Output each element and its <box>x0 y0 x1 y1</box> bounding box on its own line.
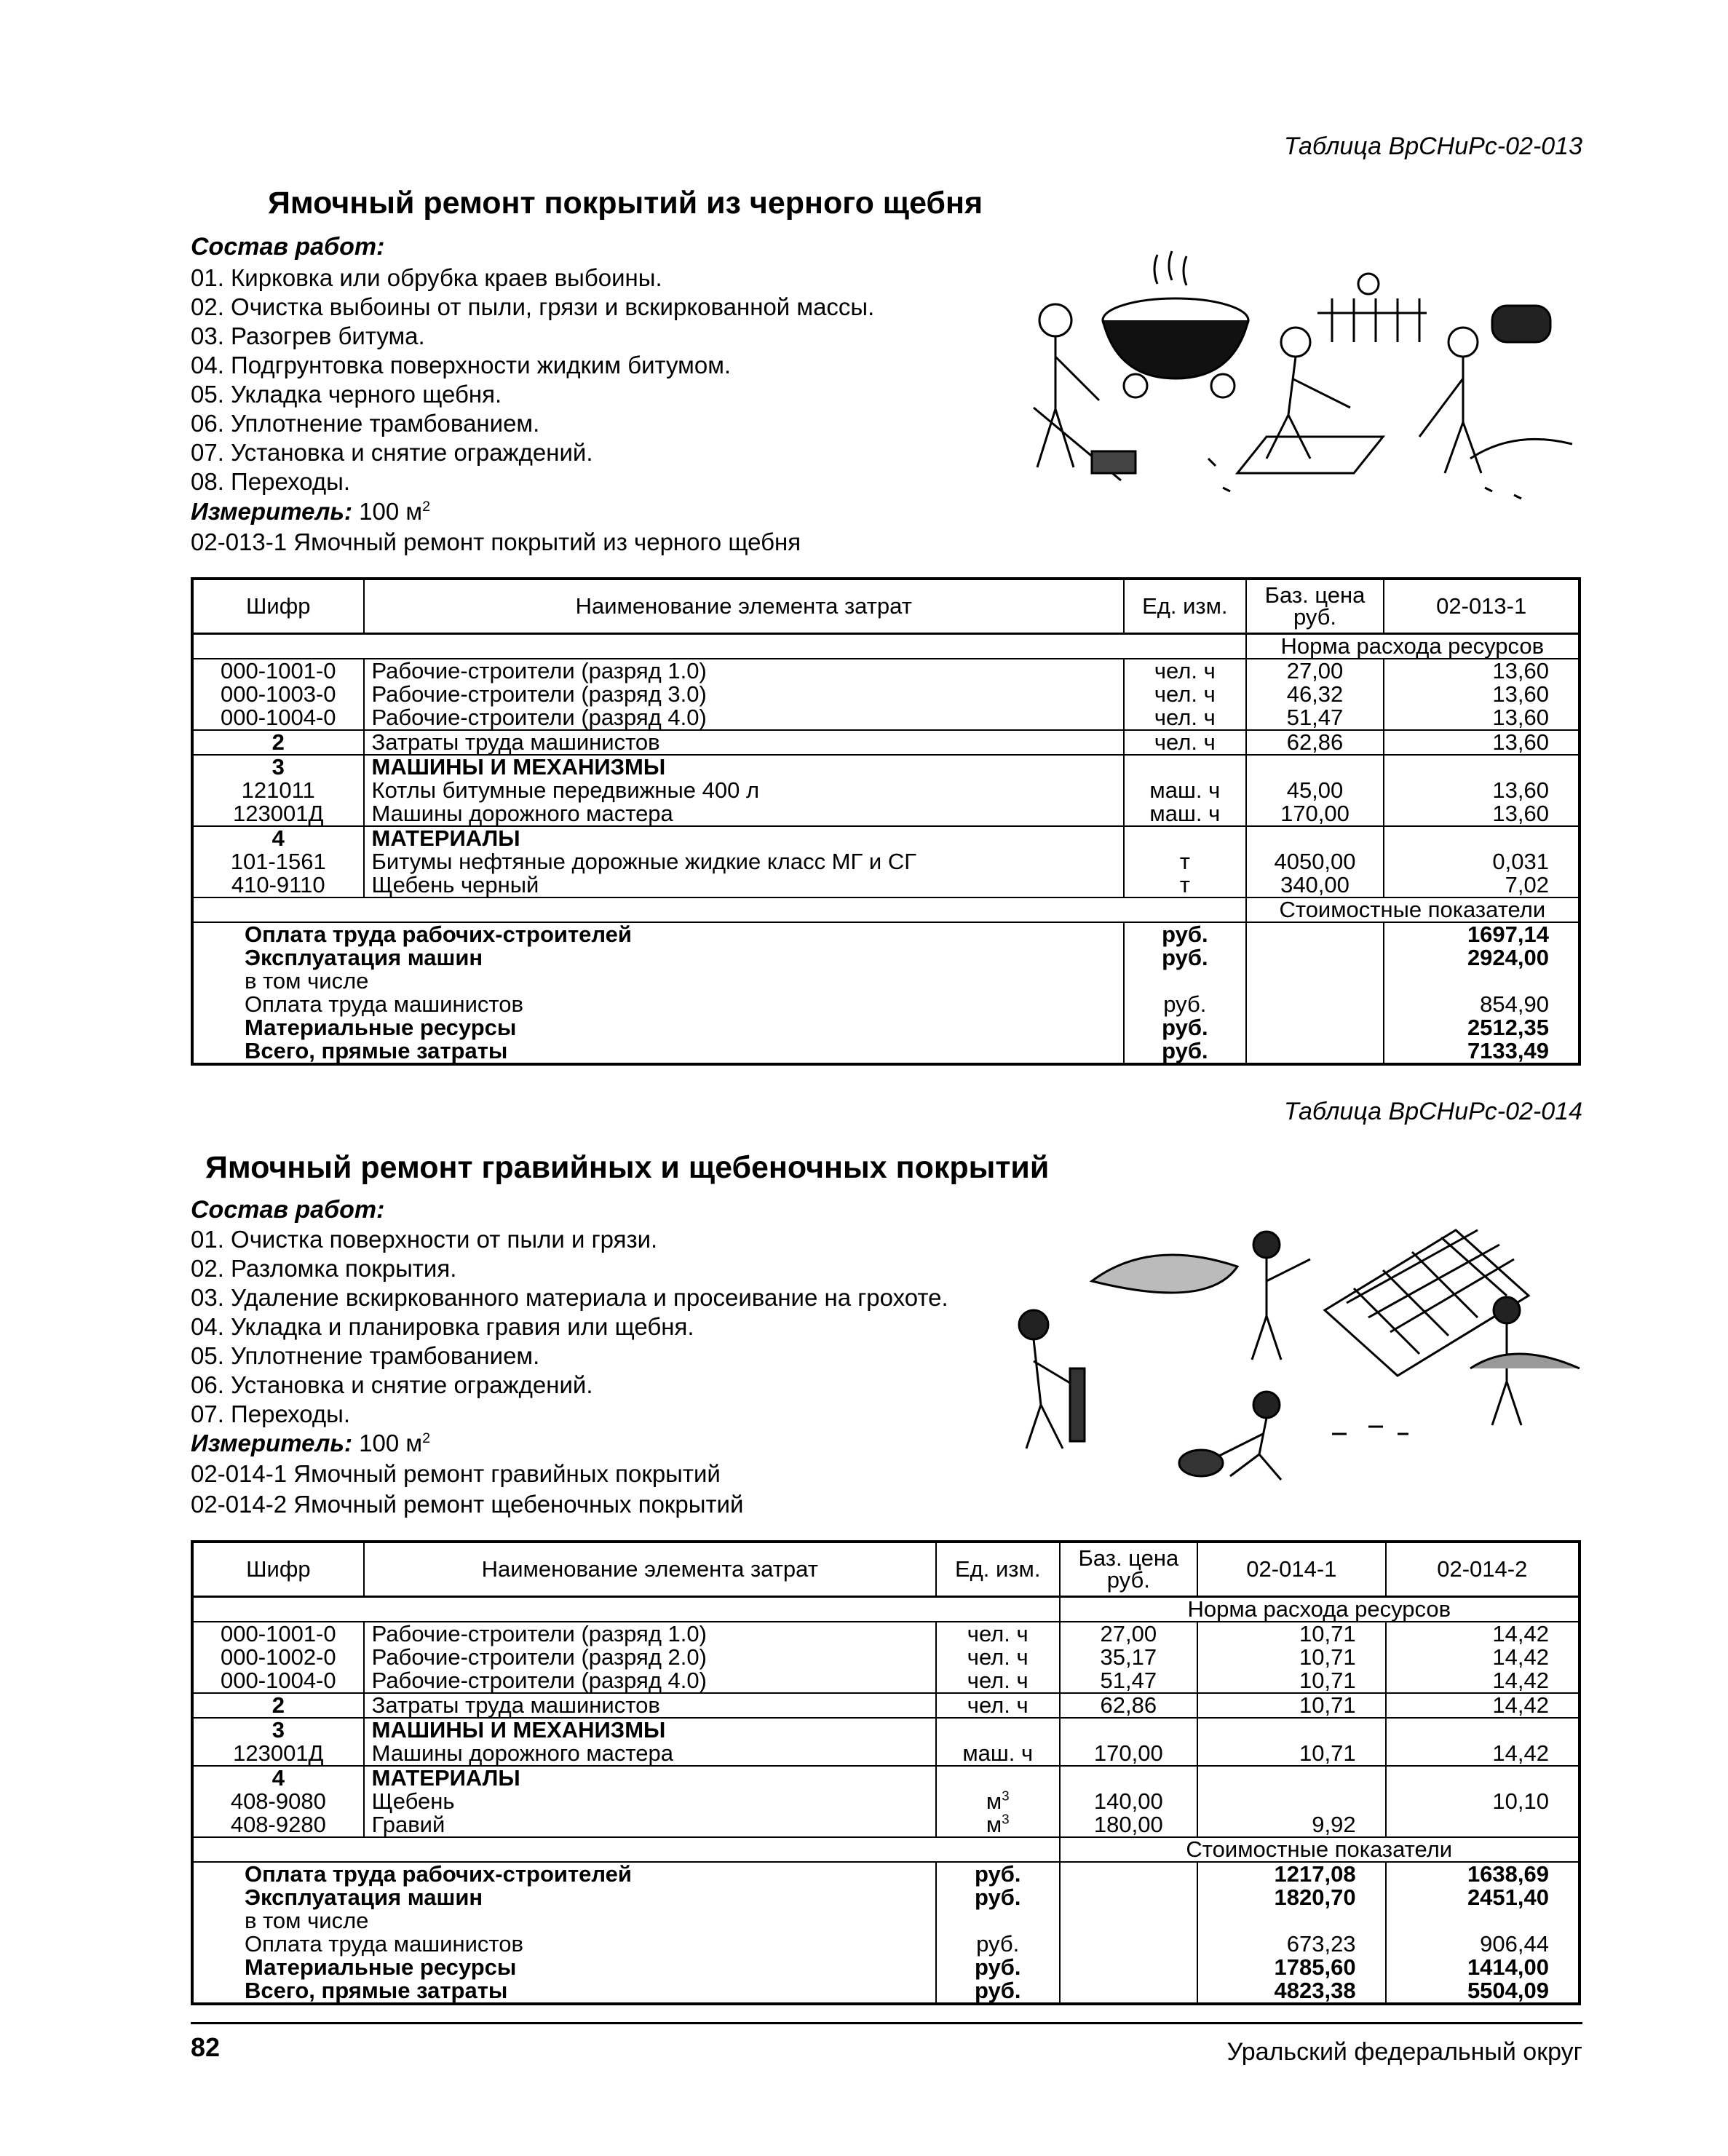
cost-value: 1217,08 <box>1197 1862 1385 1886</box>
cell-value <box>1384 826 1580 850</box>
cell-code: 408-9080 <box>192 1790 364 1813</box>
cost-price-empty <box>1246 993 1384 1016</box>
work-item: 05. Укладка черного щебня. <box>191 381 502 408</box>
cost-unit: руб. <box>936 1979 1060 2004</box>
cell-unit: чел. ч <box>936 1669 1060 1693</box>
cell-unit: маш. ч <box>936 1742 1060 1766</box>
cell-unit: чел. ч <box>936 1622 1060 1646</box>
cost-name: Всего, прямые затраты <box>192 1039 1124 1064</box>
work-item: 01. Кирковка или обрубка краев выбоины. <box>191 264 662 291</box>
cell-value <box>1197 1766 1385 1790</box>
cell-price: 51,47 <box>1060 1669 1198 1693</box>
cost-value: 7133,49 <box>1384 1039 1580 1064</box>
cell-price: 140,00 <box>1060 1790 1198 1813</box>
column-header-unit: Ед. изм. <box>1124 579 1246 634</box>
table-row <box>192 1693 1580 1718</box>
cell-name: Машины дорожного мастера <box>364 1742 936 1766</box>
cell-unit <box>936 1718 1060 1742</box>
cell-value: 13,60 <box>1384 659 1580 683</box>
cost-name: Оплата труда рабочих-строителей <box>192 922 1124 946</box>
cell-value: 13,60 <box>1384 706 1580 730</box>
cell-value: 10,71 <box>1197 1742 1385 1766</box>
cell-price: 46,32 <box>1246 683 1384 706</box>
cell-unit <box>1124 826 1246 850</box>
cost-value <box>1386 1909 1580 1933</box>
cell-name: Рабочие-строители (разряд 2.0) <box>364 1646 936 1669</box>
table-row <box>192 1813 1580 1837</box>
work-item: 03. Разогрев битума. <box>191 322 425 349</box>
work-item: 04. Подгрунтовка поверхности жидким битумом. <box>191 352 732 379</box>
work-item: 07. Установка и снятие ограждений. <box>191 439 593 466</box>
cell-value: 13,60 <box>1384 683 1580 706</box>
estimate-table-02-013 <box>191 577 1581 1066</box>
cost-row <box>192 1933 1580 1956</box>
cell-name: Битумы нефтяные дорожные жидкие класс МГ и СГ <box>364 850 1125 873</box>
cost-value: 906,44 <box>1386 1933 1580 1956</box>
cost-name: Материальные ресурсы <box>192 1956 936 1979</box>
cost-name: Оплата труда рабочих-строителей <box>192 1862 936 1886</box>
column-header-unit: Ед. изм. <box>936 1542 1060 1597</box>
measure-label: Измеритель: <box>191 498 352 525</box>
norm-band-label: Норма расхода ресурсов <box>1060 1597 1580 1622</box>
cell-code: 3 <box>192 755 364 779</box>
estimate-table-02-014 <box>191 1540 1581 2005</box>
cell-price <box>1060 1766 1198 1790</box>
cell-price: 51,47 <box>1246 706 1384 730</box>
column-header-name: Наименование элемента затрат <box>364 579 1125 634</box>
norm-band-label: Норма расхода ресурсов <box>1246 634 1580 659</box>
work-item: 03. Удаление вскиркованного материала и просеивание на грохоте. <box>191 1284 948 1311</box>
cell-value: 14,42 <box>1386 1693 1580 1718</box>
cost-value: 4823,38 <box>1197 1979 1385 2004</box>
variant-list <box>191 527 801 558</box>
cost-row <box>192 1979 1580 2004</box>
measure-line <box>191 1430 430 1457</box>
table-row <box>192 1669 1580 1693</box>
table-row <box>192 706 1580 730</box>
region-label: Уральский федеральный округ <box>1226 2038 1582 2066</box>
cost-value: 2512,35 <box>1384 1016 1580 1039</box>
cell-name: Затраты труда машинистов <box>364 730 1125 755</box>
cell-price <box>1060 1718 1198 1742</box>
norm-band-row <box>192 634 1580 659</box>
cell-name: МАТЕРИАЛЫ <box>364 1766 936 1790</box>
page-number: 82 <box>191 2032 221 2062</box>
cell-code: 123001Д <box>192 802 364 826</box>
cell-value <box>1384 755 1580 779</box>
cell-code: 4 <box>192 1766 364 1790</box>
cost-price-empty <box>1060 1862 1198 1886</box>
column-header-variant: 02-013-1 <box>1384 579 1580 634</box>
cell-unit: $м^3$ <box>936 1813 1060 1837</box>
cost-band-label: Стоимостные показатели <box>1246 897 1580 922</box>
column-header-name: Наименование элемента затрат <box>364 1542 936 1597</box>
cell-code: 000-1004-0 <box>192 1669 364 1693</box>
measure-label: Измеритель: <box>191 1430 352 1457</box>
cell-value: 13,60 <box>1384 730 1580 755</box>
cost-name: Материальные ресурсы <box>192 1016 1124 1039</box>
column-header-variant-1: 02-014-1 <box>1197 1542 1385 1597</box>
cost-unit: руб. <box>936 1862 1060 1886</box>
cell-unit: $м^3$ <box>936 1790 1060 1813</box>
cell-value <box>1386 1766 1580 1790</box>
table-row <box>192 683 1580 706</box>
cost-row <box>192 1862 1580 1886</box>
cost-value <box>1384 970 1580 993</box>
cell-value: 13,60 <box>1384 779 1580 802</box>
cell-price: 180,00 <box>1060 1813 1198 1837</box>
cost-row <box>192 970 1580 993</box>
cost-unit <box>936 1909 1060 1933</box>
cost-name: Оплата труда машинистов <box>192 1933 936 1956</box>
cell-unit: маш. ч <box>1124 802 1246 826</box>
column-header-code: Шифр <box>192 1542 364 1597</box>
cost-unit: руб. <box>936 1886 1060 1909</box>
cost-value: 673,23 <box>1197 1933 1385 1956</box>
work-list <box>191 1225 948 1429</box>
road-workers-illustration <box>990 240 1587 517</box>
cost-row <box>192 1039 1580 1064</box>
cell-code: 000-1004-0 <box>192 706 364 730</box>
variant-list <box>191 1459 743 1520</box>
cell-value: 14,42 <box>1386 1742 1580 1766</box>
work-item: 06. Уплотнение трамбованием. <box>191 410 540 437</box>
cost-row <box>192 946 1580 970</box>
cost-price-empty <box>1060 1956 1198 1979</box>
measure-line <box>191 498 430 526</box>
cell-unit: чел. ч <box>1124 683 1246 706</box>
cost-price-empty <box>1060 1979 1198 2004</box>
cell-code: 121011 <box>192 779 364 802</box>
cost-row <box>192 1909 1580 1933</box>
cell-code: 000-1002-0 <box>192 1646 364 1669</box>
cell-value: 10,71 <box>1197 1622 1385 1646</box>
cell-name: Рабочие-строители (разряд 4.0) <box>364 1669 936 1693</box>
cell-price <box>1246 755 1384 779</box>
cell-price: 170,00 <box>1246 802 1384 826</box>
cell-unit: т <box>1124 873 1246 897</box>
cost-value <box>1197 1909 1385 1933</box>
variant-item: 02-013-1 Ямочный ремонт покрытий из черного щебня <box>191 528 801 555</box>
cost-name: Эксплуатация машин <box>192 1886 936 1909</box>
work-composition-label: Состав работ: <box>191 233 385 261</box>
cost-value: 1697,14 <box>1384 922 1580 946</box>
cost-value: 1820,70 <box>1197 1886 1385 1909</box>
table-row <box>192 730 1580 755</box>
cost-row <box>192 993 1580 1016</box>
work-composition-label: Состав работ: <box>191 1196 385 1224</box>
cell-value: 7,02 <box>1384 873 1580 897</box>
cost-unit: руб. <box>1124 1039 1246 1064</box>
work-item: 08. Переходы. <box>191 468 350 495</box>
cell-value <box>1386 1813 1580 1837</box>
cell-unit: чел. ч <box>1124 706 1246 730</box>
table-row <box>192 1766 1580 1790</box>
cell-name: Машины дорожного мастера <box>364 802 1125 826</box>
norm-band-row <box>192 1597 1580 1622</box>
cost-band-label: Стоимостные показатели <box>1060 1837 1580 1862</box>
cell-code: 000-1001-0 <box>192 659 364 683</box>
measure-value: 100 м <box>359 498 423 525</box>
cell-code: 3 <box>192 1718 364 1742</box>
cell-name: Щебень черный <box>364 873 1125 897</box>
cell-value <box>1197 1790 1385 1813</box>
gravel-repair-illustration <box>1004 1223 1587 1485</box>
cell-code: 408-9280 <box>192 1813 364 1837</box>
column-header-price: Баз. цена руб. <box>1060 1542 1198 1597</box>
cell-code: 123001Д <box>192 1742 364 1766</box>
cell-value: 0,031 <box>1384 850 1580 873</box>
cell-code: 2 <box>192 1693 364 1718</box>
cell-price: 27,00 <box>1060 1622 1198 1646</box>
table-row <box>192 826 1580 850</box>
cost-name: Всего, прямые затраты <box>192 1979 936 2004</box>
cell-unit: чел. ч <box>936 1646 1060 1669</box>
section-title: Ямочный ремонт покрытий из черного щебня <box>268 186 983 221</box>
table-row <box>192 850 1580 873</box>
variant-item: 02-014-2 Ямочный ремонт щебеночных покрытий <box>191 1491 744 1518</box>
cell-value: 14,42 <box>1386 1646 1580 1669</box>
cost-value: 5504,09 <box>1386 1979 1580 2004</box>
cell-price: 170,00 <box>1060 1742 1198 1766</box>
cell-unit <box>1124 755 1246 779</box>
cell-unit: чел. ч <box>936 1693 1060 1718</box>
cost-price-empty <box>1246 1016 1384 1039</box>
table-row <box>192 1718 1580 1742</box>
cell-unit: чел. ч <box>1124 730 1246 755</box>
cost-band-row <box>192 897 1580 922</box>
table-row <box>192 779 1580 802</box>
cost-name: в том числе <box>192 1909 936 1933</box>
cost-value: 854,90 <box>1384 993 1580 1016</box>
cell-value: 14,42 <box>1386 1622 1580 1646</box>
cell-value: 10,71 <box>1197 1693 1385 1718</box>
table-row <box>192 802 1580 826</box>
table-row <box>192 1622 1580 1646</box>
table-caption: Таблица ВрСНиРс-02-013 <box>1283 132 1582 160</box>
work-item: 04. Укладка и планировка гравия или щебня. <box>191 1313 694 1340</box>
cost-row <box>192 1956 1580 1979</box>
cost-unit <box>1124 970 1246 993</box>
cost-unit: руб. <box>1124 922 1246 946</box>
cell-unit: т <box>1124 850 1246 873</box>
cell-value: 10,10 <box>1386 1790 1580 1813</box>
cell-price <box>1246 826 1384 850</box>
column-header-code: Шифр <box>192 579 364 634</box>
cell-code: 101-1561 <box>192 850 364 873</box>
cell-name: Щебень <box>364 1790 936 1813</box>
cell-name: МАШИНЫ И МЕХАНИЗМЫ <box>364 1718 936 1742</box>
cell-unit <box>936 1766 1060 1790</box>
section-title: Ямочный ремонт гравийных и щебеночных покрытий <box>205 1150 1050 1185</box>
cell-code: 410-9110 <box>192 873 364 897</box>
measure-exponent: 2 <box>422 1430 431 1446</box>
cost-price-empty <box>1060 1933 1198 1956</box>
work-item: 05. Уплотнение трамбованием. <box>191 1342 540 1369</box>
cell-name: Затраты труда машинистов <box>364 1693 936 1718</box>
cell-name: МАТЕРИАЛЫ <box>364 826 1125 850</box>
cell-price: 62,86 <box>1246 730 1384 755</box>
table-row <box>192 1790 1580 1813</box>
cost-price-empty <box>1060 1886 1198 1909</box>
cell-name: Рабочие-строители (разряд 4.0) <box>364 706 1125 730</box>
measure-exponent: 2 <box>422 499 431 515</box>
table-row <box>192 1646 1580 1669</box>
cost-unit: руб. <box>936 1956 1060 1979</box>
cell-value <box>1386 1718 1580 1742</box>
table-row <box>192 1742 1580 1766</box>
work-item: 02. Разломка покрытия. <box>191 1255 457 1282</box>
cell-name: Рабочие-строители (разряд 1.0) <box>364 1622 936 1646</box>
table-row <box>192 659 1580 683</box>
measure-value: 100 м <box>359 1430 423 1457</box>
work-list <box>191 263 874 496</box>
cost-value: 1638,69 <box>1386 1862 1580 1886</box>
work-item: 07. Переходы. <box>191 1400 350 1427</box>
cost-unit: руб. <box>1124 946 1246 970</box>
cell-name: МАШИНЫ И МЕХАНИЗМЫ <box>364 755 1125 779</box>
work-item: 06. Установка и снятие ограждений. <box>191 1371 593 1398</box>
cost-unit: руб. <box>936 1933 1060 1956</box>
table-caption: Таблица ВрСНиРс-02-014 <box>1283 1098 1582 1125</box>
cell-value: 10,71 <box>1197 1669 1385 1693</box>
cell-price: 4050,00 <box>1246 850 1384 873</box>
cell-name: Гравий <box>364 1813 936 1837</box>
cell-value: 10,71 <box>1197 1646 1385 1669</box>
cell-name: Рабочие-строители (разряд 3.0) <box>364 683 1125 706</box>
cost-price-empty <box>1246 970 1384 993</box>
work-item: 01. Очистка поверхности от пыли и грязи. <box>191 1226 658 1253</box>
cell-value: 14,42 <box>1386 1669 1580 1693</box>
column-header-variant-2: 02-014-2 <box>1386 1542 1580 1597</box>
cell-price: 27,00 <box>1246 659 1384 683</box>
cell-price: 45,00 <box>1246 779 1384 802</box>
cell-code: 4 <box>192 826 364 850</box>
column-header-price: Баз. цена руб. <box>1246 579 1384 634</box>
cell-price: 35,17 <box>1060 1646 1198 1669</box>
cost-row <box>192 1886 1580 1909</box>
cell-name: Котлы битумные передвижные 400 л <box>364 779 1125 802</box>
variant-item: 02-014-1 Ямочный ремонт гравийных покрытий <box>191 1460 721 1487</box>
table-header-row <box>192 579 1580 634</box>
cell-code: 000-1003-0 <box>192 683 364 706</box>
cost-row <box>192 1016 1580 1039</box>
cost-price-empty <box>1246 1039 1384 1064</box>
cost-band-row <box>192 1837 1580 1862</box>
cost-name: Эксплуатация машин <box>192 946 1124 970</box>
cell-value: 13,60 <box>1384 802 1580 826</box>
cost-row <box>192 922 1580 946</box>
table-row <box>192 755 1580 779</box>
cost-value: 2451,40 <box>1386 1886 1580 1909</box>
footer-rule <box>191 2022 1582 2024</box>
work-item: 02. Очистка выбоины от пыли, грязи и вскиркованной массы. <box>191 293 875 320</box>
cell-code: 000-1001-0 <box>192 1622 364 1646</box>
cell-unit: маш. ч <box>1124 779 1246 802</box>
cell-unit: чел. ч <box>1124 659 1246 683</box>
cost-value: 2924,00 <box>1384 946 1580 970</box>
cell-value: 9,92 <box>1197 1813 1385 1837</box>
cost-price-empty <box>1060 1909 1198 1933</box>
table-row <box>192 873 1580 897</box>
table-header-row <box>192 1542 1580 1597</box>
cost-name: в том числе <box>192 970 1124 993</box>
cell-price: 62,86 <box>1060 1693 1198 1718</box>
cost-price-empty <box>1246 922 1384 946</box>
cell-price: 340,00 <box>1246 873 1384 897</box>
cost-unit: руб. <box>1124 1016 1246 1039</box>
cell-value <box>1197 1718 1385 1742</box>
cost-name: Оплата труда машинистов <box>192 993 1124 1016</box>
cost-price-empty <box>1246 946 1384 970</box>
cell-code: 2 <box>192 730 364 755</box>
cell-name: Рабочие-строители (разряд 1.0) <box>364 659 1125 683</box>
cost-value: 1414,00 <box>1386 1956 1580 1979</box>
cost-value: 1785,60 <box>1197 1956 1385 1979</box>
cost-unit: руб. <box>1124 993 1246 1016</box>
